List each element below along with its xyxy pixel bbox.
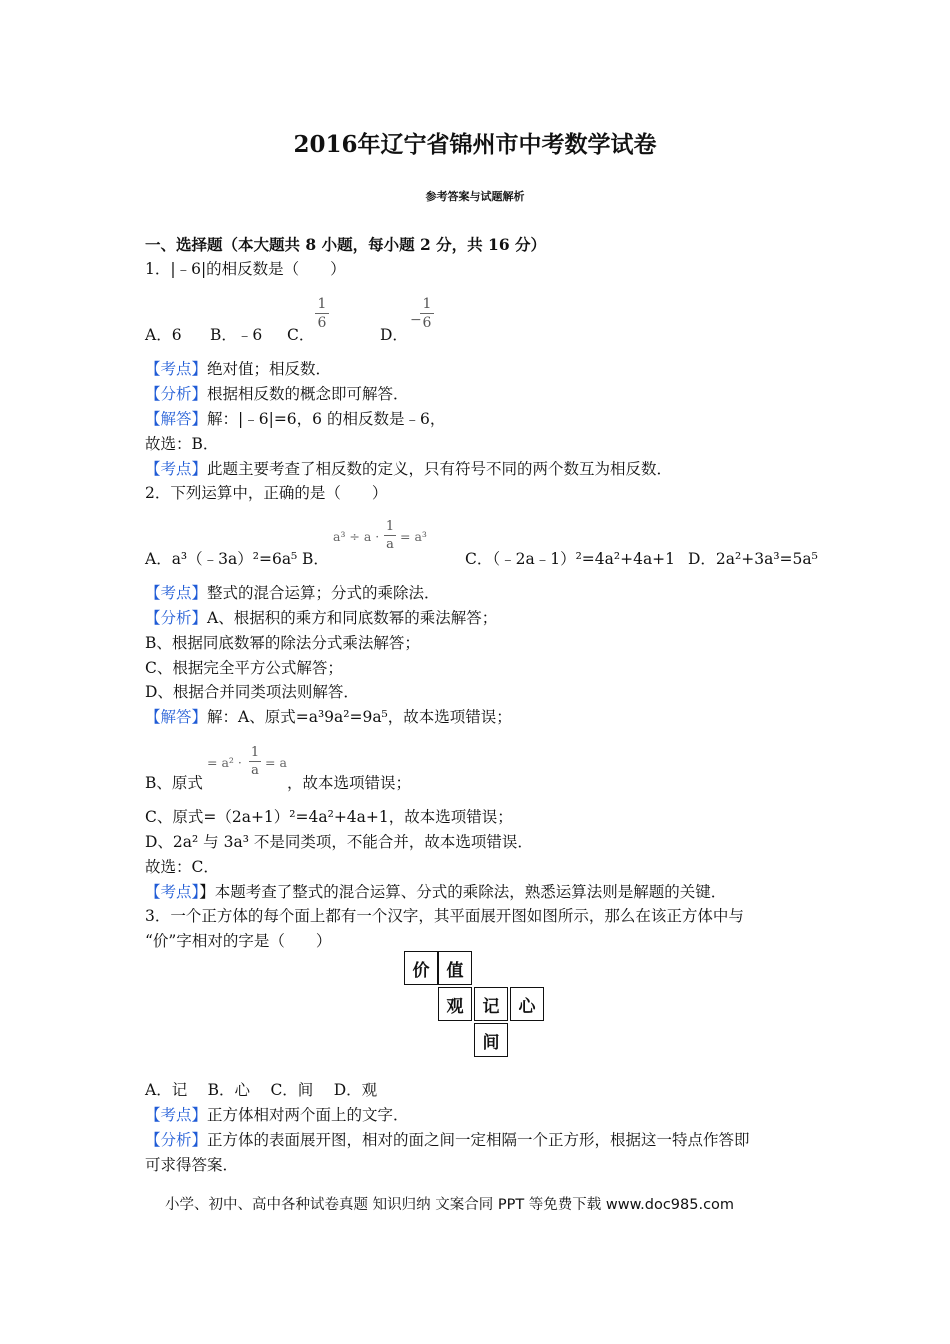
q1-fenxi xyxy=(145,384,409,404)
q1-option-b: B．﹣6 xyxy=(210,326,263,344)
kaodian-text: 正方体相对两个面上的文字． xyxy=(207,1106,409,1124)
q1-option-c-fraction xyxy=(315,296,329,331)
footer-text: 小学、初中、高中各种试卷真题 知识归纳 文案合同 PPT 等免费下载 www.doc985.com xyxy=(165,1197,735,1213)
q2-fenxi-d: D、根据合并同类项法则解答． xyxy=(145,683,359,701)
q3-stem-line2: “价”字相对的字是（ ） xyxy=(145,932,332,950)
q2-jieda-d: D、2a² 与 3a³ 不是同类项，不能合并，故本选项错误． xyxy=(145,833,533,851)
fraction-denominator: 6 xyxy=(317,315,327,331)
q2-answer: 故选：C． xyxy=(145,858,219,876)
q3-stem-line1: 3．一个正方体的每个面上都有一个汉字，其平面展开图如图所示，那么在该正方体中与 xyxy=(145,907,744,925)
kaodian-tag: 【考点】 xyxy=(145,584,208,602)
q2-jieda-b-expr-left: = a² · xyxy=(207,755,242,770)
fraction-denominator: a xyxy=(251,763,259,778)
q2-stem: 2．下列运算中，正确的是（ ） xyxy=(145,484,388,502)
q1-kaodian xyxy=(145,359,331,379)
q1-answer: 故选：B． xyxy=(145,435,219,453)
q2-fenxi-b: B、根据同底数幂的除法分式乘法解答； xyxy=(145,634,420,652)
fraction-numerator: 1 xyxy=(317,296,327,312)
net-cell-zhi: 值 xyxy=(438,951,472,985)
fenxi-tag: 【分析】 xyxy=(145,1131,208,1149)
q3-fenxi xyxy=(145,1130,750,1150)
fenxi-tag: 【分析】 xyxy=(145,385,208,403)
q2-dianping xyxy=(145,882,726,902)
jieda-tag: 【解答】 xyxy=(145,708,208,726)
q2-jieda-b-expr-right: = a xyxy=(265,755,287,770)
q2-option-b-expr-left: a³ ÷ a · xyxy=(333,529,380,544)
q3-options: A．记 B．心 C．间 D．观 xyxy=(145,1081,378,1099)
q3-fenxi-cont: 可求得答案． xyxy=(145,1156,239,1174)
q2-jieda-b-suffix: ，故本选项错误； xyxy=(287,774,412,792)
q2-fenxi xyxy=(145,608,497,628)
q2-fenxi-c: C、根据完全平方公式解答； xyxy=(145,659,343,677)
fraction-denominator: a xyxy=(386,537,394,552)
q1-option-d: D． xyxy=(380,326,408,344)
jieda-text: 解：A、原式=a³9a²=9a⁵，故本选项错误； xyxy=(207,708,512,726)
q1-stem: 1．|﹣6|的相反数是（ ） xyxy=(145,260,346,278)
fenxi-text: 正方体的表面展开图，相对的面之间一定相隔一个正方形，根据这一特点作答即 xyxy=(207,1131,750,1149)
q3-kaodian xyxy=(145,1105,409,1125)
q2-option-b: B． xyxy=(302,550,329,568)
kaodian-text: 绝对值；相反数． xyxy=(207,360,332,378)
q2-jieda-b-prefix: B、原式 xyxy=(145,774,203,792)
kaodian-tag: 【考点】 xyxy=(145,360,208,378)
q2-jieda-b-fraction xyxy=(249,745,261,778)
q2-kaodian xyxy=(145,583,440,603)
fraction-denominator: 6 xyxy=(422,315,432,331)
q2-option-b-expr-right: = a³ xyxy=(400,529,427,544)
q2-option-c: C．（﹣2a﹣1）²=4a²+4a+1 xyxy=(465,550,676,568)
q2-option-b-fraction xyxy=(384,519,396,552)
dianping-text: 】本题考查了整式的混合运算、分式的乘除法，熟悉运算法则是解题的关键． xyxy=(199,883,727,901)
kaodian-text: 整式的混合运算；分式的乘除法． xyxy=(207,584,440,602)
dianping-text: 此题主要考查了相反数的定义，只有符号不同的两个数互为相反数． xyxy=(207,460,673,478)
net-cell-jian: 间 xyxy=(474,1023,508,1057)
kaodian-tag: 【考点】 xyxy=(145,1106,208,1124)
fraction-numerator: 1 xyxy=(250,745,260,760)
fenxi-text: A、根据积的乘方和同底数幂的乘法解答； xyxy=(207,609,498,627)
fenxi-tag: 【分析】 xyxy=(145,609,208,627)
fenxi-text: 根据相反数的概念即可解答． xyxy=(207,385,409,403)
q1-option-d-minus: − xyxy=(410,312,422,328)
dianping-tag: 【考点】 xyxy=(145,460,208,478)
net-cell-xin: 心 xyxy=(510,987,544,1021)
q2-option-a: A．a³（﹣3a）²=6a⁵ xyxy=(145,550,298,568)
fraction-numerator: 1 xyxy=(385,519,395,534)
jieda-text: 解：|﹣6|=6，6 的相反数是﹣6， xyxy=(207,410,446,428)
q1-option-d-fraction xyxy=(420,296,434,331)
page-subtitle: 参考答案与试题解析 xyxy=(425,190,525,203)
q1-option-a: A．6 xyxy=(145,326,182,344)
q2-jieda xyxy=(145,707,512,727)
page-title: 2016年辽宁省锦州市中考数学试卷 xyxy=(293,131,657,158)
q2-option-d: D．2a²+3a³=5a⁵ xyxy=(688,550,818,568)
net-cell-guan: 观 xyxy=(438,987,472,1021)
dianping-tag: 【考点】 xyxy=(145,883,200,901)
net-cell-ji: 记 xyxy=(474,987,508,1021)
net-cell-jia: 价 xyxy=(404,951,438,985)
q1-option-c: C． xyxy=(287,326,315,344)
q2-jieda-c: C、原式=（2a+1）²=4a²+4a+1，故本选项错误； xyxy=(145,808,513,826)
jieda-tag: 【解答】 xyxy=(145,410,208,428)
section-heading: 一、选择题（本大题共 8 小题，每小题 2 分，共 16 分） xyxy=(145,235,547,254)
q1-dianping xyxy=(145,459,672,479)
fraction-numerator: 1 xyxy=(422,296,432,312)
q1-jieda xyxy=(145,409,445,429)
